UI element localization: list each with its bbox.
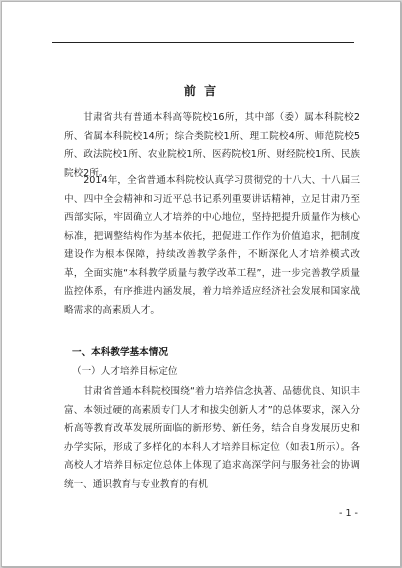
header-rule	[52, 42, 354, 43]
document-page	[1, 1, 401, 567]
intro-paragraph-2: 2014年，全省普通本科院校认真学习贯彻党的十八大、十八届三中、四中全会精神和习近平总书记系列重要讲话精神，立足甘肃乃至西部实际，牢固确立人才培养的中心地位，坚持把提升质量作为核心标准，把调整结构作为基本依托，把促进工作作为价值追求，把制度建设作为根本保障，持续改善教学条件，不断深化人才培养模式改革，全面实施“本科教学质量与教学改革工程”，进一步完善教学质量监控体系，有序推进内涵发展，着力培养适应经济社会发展和国家战略需求的高素质人才。	[64, 175, 360, 316]
page-title: 前 言	[183, 84, 219, 98]
subsection-heading: （一）人才培养目标定位	[72, 366, 178, 377]
section-heading: 一、本科教学基本情况	[72, 347, 168, 358]
intro-paragraph-1: 甘肃省共有普通本科高等院校16所，其中部（委）属本科院校2所、省属本科院校14所；综合类院校1所、理工院校4所、师范院校5所、政法院校1所、农业院校1所、医药院校1所、财经院校1所、民族院校2所。	[64, 112, 360, 179]
section-paragraph-1: 甘肃省普通本科院校围绕“着力培养信念执著、品德优良、知识丰富、本领过硬的高素质专门人才和拔尖创新人才”的总体要求，深入分析高等教育改革发展所面临的新形势、新任务，结合自身发展历史和办学实际，形成了多样化的本科人才培养目标定位（如表1所示）。各高校人才培养目标定位总体上体现了追求高深学问与服务社会的协调统一、通识教育与专业教育的有机	[64, 386, 360, 490]
page-number: - 1 -	[339, 508, 358, 519]
